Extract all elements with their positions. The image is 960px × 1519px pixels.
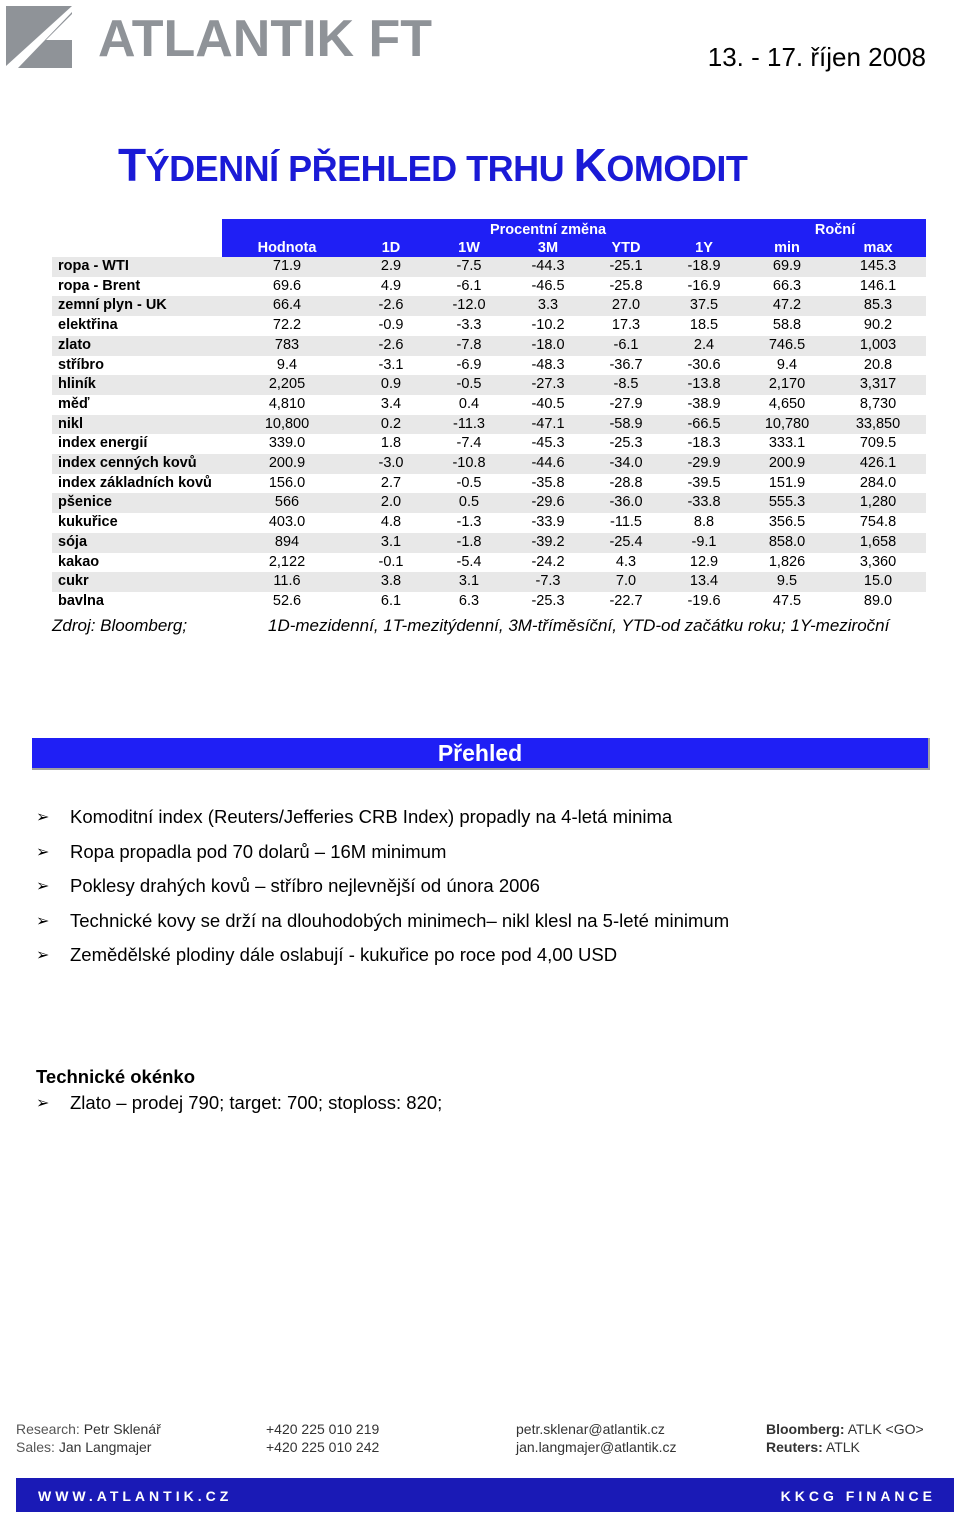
table-cell: 2.0: [352, 493, 430, 513]
table-cell: 58.8: [744, 316, 830, 336]
table-cell: 3.4: [352, 395, 430, 415]
list-item-text: Poklesy drahých kovů – stříbro nejlevnější od února 2006: [70, 875, 540, 897]
table-cell: 71.9: [222, 257, 352, 277]
commodity-name: ropa - Brent: [52, 277, 222, 297]
table-cell: 6.3: [430, 592, 508, 612]
table-cell: -44.3: [508, 257, 588, 277]
technical-title: Technické okénko: [36, 1066, 196, 1087]
commodity-name: nikl: [52, 415, 222, 435]
col-header: YTD: [588, 239, 664, 257]
contact-phone: +420 225 010 242: [266, 1439, 380, 1455]
table-cell: 709.5: [830, 434, 926, 454]
commodity-name: index základních kovů: [52, 474, 222, 494]
table-cell: 10,780: [744, 415, 830, 435]
table-cell: -3.0: [352, 454, 430, 474]
contacts: [16, 1420, 946, 1456]
col-header: 1W: [430, 239, 508, 257]
table-cell: 69.6: [222, 277, 352, 297]
table-cell: 3,360: [830, 553, 926, 573]
table-cell: 1,826: [744, 553, 830, 573]
table-cell: 4.8: [352, 513, 430, 533]
commodity-name: hliník: [52, 375, 222, 395]
table-cell: 13.4: [664, 572, 744, 592]
table-cell: 2.4: [664, 336, 744, 356]
table-cell: -7.8: [430, 336, 508, 356]
contact-row: [16, 1438, 946, 1456]
col-header: 1D: [352, 239, 430, 257]
table-cell: -22.7: [588, 592, 664, 612]
table-cell: 3.1: [430, 572, 508, 592]
table-cell: 10,800: [222, 415, 352, 435]
table-row: [52, 572, 926, 592]
table-cell: -10.8: [430, 454, 508, 474]
commodity-name: bavlna: [52, 592, 222, 612]
table-group-header: [52, 219, 926, 239]
overview-banner: [32, 738, 930, 770]
table-cell: -19.6: [664, 592, 744, 612]
commodities-table: [52, 219, 926, 612]
table-cell: 0.2: [352, 415, 430, 435]
contact-code: ATLK: [825, 1439, 860, 1455]
table-cell: -16.9: [664, 277, 744, 297]
commodity-name: kukuřice: [52, 513, 222, 533]
table-cell: 6.1: [352, 592, 430, 612]
table-cell: 17.3: [588, 316, 664, 336]
table-row: [52, 336, 926, 356]
atlantik-logo: [6, 4, 466, 70]
table-cell: -11.3: [430, 415, 508, 435]
table-cell: 9.5: [744, 572, 830, 592]
arrow-bullet-icon: ➢: [36, 1095, 50, 1113]
list-item-text: Zlato – prodej 790; target: 700; stoploss: 820;: [70, 1092, 443, 1114]
contact-email[interactable]: jan.langmajer@atlantik.cz: [516, 1439, 677, 1455]
table-cell: 3.1: [352, 533, 430, 553]
table-cell: -45.3: [508, 434, 588, 454]
table-row: [52, 454, 926, 474]
table-cell: 2,205: [222, 375, 352, 395]
contact-row: [16, 1420, 946, 1438]
logo-text: ATLANTIK FT: [98, 10, 433, 68]
annual-header: Roční: [744, 219, 926, 239]
table-cell: -34.0: [588, 454, 664, 474]
table-cell: -0.5: [430, 474, 508, 494]
contact-phone: +420 225 010 219: [266, 1421, 380, 1437]
table-cell: 9.4: [744, 356, 830, 376]
contact-code: ATLK <GO>: [847, 1421, 924, 1437]
table-cell: 4.3: [588, 553, 664, 573]
table-cell: 11.6: [222, 572, 352, 592]
table-cell: 566: [222, 493, 352, 513]
table-cell: -39.2: [508, 533, 588, 553]
commodity-name: elektřina: [52, 316, 222, 336]
table-cell: 1.8: [352, 434, 430, 454]
table-cell: -38.9: [664, 395, 744, 415]
footer-company: KKCG FINANCE: [780, 1488, 936, 1504]
list-item-text: Zemědělské plodiny dále oslabují - kukuřice po roce pod 4,00 USD: [70, 944, 618, 966]
contact-name: Petr Sklenář: [83, 1421, 161, 1437]
table-cell: -7.3: [508, 572, 588, 592]
contact-service: Bloomberg:: [766, 1421, 845, 1437]
table-cell: 66.4: [222, 296, 352, 316]
table-cell: 146.1: [830, 277, 926, 297]
table-cell: 333.1: [744, 434, 830, 454]
table-cell: 3,317: [830, 375, 926, 395]
table-cell: 426.1: [830, 454, 926, 474]
table-cell: -25.3: [588, 434, 664, 454]
commodity-name: index energií: [52, 434, 222, 454]
table-cell: -11.5: [588, 513, 664, 533]
table-row: [52, 592, 926, 612]
table-cell: 284.0: [830, 474, 926, 494]
table-legend: 1D-mezidenní, 1T-mezitýdenní, 3M-tříměsíční, YTD-od začátku roku; 1Y-meziroční: [268, 616, 890, 635]
table-cell: -7.4: [430, 434, 508, 454]
table-cell: 89.0: [830, 592, 926, 612]
table-cell: 746.5: [744, 336, 830, 356]
table-cell: -0.1: [352, 553, 430, 573]
commodity-name: cukr: [52, 572, 222, 592]
table-cell: 151.9: [744, 474, 830, 494]
table-cell: 0.5: [430, 493, 508, 513]
table-cell: -2.6: [352, 336, 430, 356]
list-item: [36, 835, 916, 870]
table-cell: 20.8: [830, 356, 926, 376]
col-header: Hodnota: [222, 239, 352, 257]
table-cell: -29.9: [664, 454, 744, 474]
table-row: [52, 277, 926, 297]
table-cell: 1,658: [830, 533, 926, 553]
table-cell: -44.6: [508, 454, 588, 474]
table-cell: 33,850: [830, 415, 926, 435]
overview-title: Přehled: [437, 740, 523, 766]
title-part-1: T: [118, 139, 146, 191]
footer-bar: [16, 1478, 954, 1512]
table-cell: 37.5: [664, 296, 744, 316]
list-item: [36, 938, 916, 973]
table-row: [52, 493, 926, 513]
table-row: [52, 296, 926, 316]
list-item-text: Ropa propadla pod 70 dolarů – 16M minimum: [70, 840, 447, 862]
table-cell: 18.5: [664, 316, 744, 336]
table-cell: -0.9: [352, 316, 430, 336]
table-column-header: [52, 239, 926, 257]
arrow-bullet-icon: ➢: [36, 809, 50, 827]
table-cell: 145.3: [830, 257, 926, 277]
table-row: [52, 356, 926, 376]
contact-email[interactable]: petr.sklenar@atlantik.cz: [516, 1421, 665, 1437]
table-cell: -28.8: [588, 474, 664, 494]
table-cell: -8.5: [588, 375, 664, 395]
table-cell: 2.9: [352, 257, 430, 277]
table-cell: 200.9: [744, 454, 830, 474]
table-cell: 783: [222, 336, 352, 356]
table-row: [52, 553, 926, 573]
table-cell: 0.4: [430, 395, 508, 415]
table-row: [52, 533, 926, 553]
table-row: [52, 474, 926, 494]
contact-name: Jan Langmajer: [58, 1439, 152, 1455]
list-item: [36, 800, 916, 835]
table-cell: 7.0: [588, 572, 664, 592]
table-row: [52, 375, 926, 395]
table-cell: -18.3: [664, 434, 744, 454]
col-header: 3M: [508, 239, 588, 257]
commodity-name: index cenných kovů: [52, 454, 222, 474]
list-item: [36, 904, 916, 939]
table-row: [52, 434, 926, 454]
table-cell: -1.3: [430, 513, 508, 533]
table-cell: 1,280: [830, 493, 926, 513]
table-cell: 339.0: [222, 434, 352, 454]
table-cell: 85.3: [830, 296, 926, 316]
table-row: [52, 415, 926, 435]
table-cell: 2,170: [744, 375, 830, 395]
table-cell: -3.3: [430, 316, 508, 336]
table-cell: -25.4: [588, 533, 664, 553]
table-cell: 15.0: [830, 572, 926, 592]
table-cell: 4.9: [352, 277, 430, 297]
table-cell: -6.1: [430, 277, 508, 297]
table-cell: 9.4: [222, 356, 352, 376]
table-cell: -6.1: [588, 336, 664, 356]
table-cell: -12.0: [430, 296, 508, 316]
table-cell: -47.1: [508, 415, 588, 435]
table-cell: -13.8: [664, 375, 744, 395]
table-row: [52, 316, 926, 336]
table-cell: 90.2: [830, 316, 926, 336]
table-cell: 3.8: [352, 572, 430, 592]
contact-service: Reuters:: [766, 1439, 823, 1455]
table-cell: 8.8: [664, 513, 744, 533]
list-item-text: Komoditní index (Reuters/Jefferies CRB Index) propadly na 4-letá minima: [70, 806, 673, 828]
table-row: [52, 513, 926, 533]
table-cell: 4,810: [222, 395, 352, 415]
table-cell: 72.2: [222, 316, 352, 336]
table-cell: -46.5: [508, 277, 588, 297]
table-cell: 4,650: [744, 395, 830, 415]
list-item: [36, 1086, 916, 1121]
table-row: [52, 395, 926, 415]
title-part-2: ÝDENNÍ PŘEHLED TRHU: [145, 148, 574, 189]
arrow-bullet-icon: ➢: [36, 843, 50, 861]
page-title: [118, 138, 747, 192]
table-cell: -40.5: [508, 395, 588, 415]
table-cell: -1.8: [430, 533, 508, 553]
technical-list: [36, 1086, 916, 1121]
table-source: Zdroj: Bloomberg;: [52, 616, 188, 635]
table-cell: -25.3: [508, 592, 588, 612]
table-cell: 0.9: [352, 375, 430, 395]
table-cell: 156.0: [222, 474, 352, 494]
table-cell: -5.4: [430, 553, 508, 573]
contact-role: Sales:: [16, 1439, 55, 1455]
table-cell: -24.2: [508, 553, 588, 573]
table-cell: -25.1: [588, 257, 664, 277]
arrow-bullet-icon: ➢: [36, 878, 50, 896]
commodity-name: zlato: [52, 336, 222, 356]
footer-website[interactable]: WWW.ATLANTIK.CZ: [38, 1488, 233, 1504]
table-cell: -36.7: [588, 356, 664, 376]
table-cell: -48.3: [508, 356, 588, 376]
table-cell: 52.6: [222, 592, 352, 612]
commodity-name: kakao: [52, 553, 222, 573]
table-cell: -2.6: [352, 296, 430, 316]
table-cell: 403.0: [222, 513, 352, 533]
table-cell: -35.8: [508, 474, 588, 494]
col-header: max: [830, 239, 926, 257]
table-cell: -3.1: [352, 356, 430, 376]
table-cell: 3.3: [508, 296, 588, 316]
table-cell: -18.9: [664, 257, 744, 277]
table-cell: -18.0: [508, 336, 588, 356]
table-cell: 894: [222, 533, 352, 553]
table-cell: 69.9: [744, 257, 830, 277]
table-cell: -33.9: [508, 513, 588, 533]
table-cell: 12.9: [664, 553, 744, 573]
table-cell: 47.2: [744, 296, 830, 316]
table-cell: 66.3: [744, 277, 830, 297]
table-cell: 47.5: [744, 592, 830, 612]
commodity-name: sója: [52, 533, 222, 553]
table-row: [52, 257, 926, 277]
contact-role: Research:: [16, 1421, 80, 1437]
col-header: min: [744, 239, 830, 257]
col-header: 1Y: [664, 239, 744, 257]
list-item: [36, 869, 916, 904]
table-cell: -6.9: [430, 356, 508, 376]
table-cell: 555.3: [744, 493, 830, 513]
table-cell: 356.5: [744, 513, 830, 533]
table-cell: 8,730: [830, 395, 926, 415]
table-cell: -33.8: [664, 493, 744, 513]
table-cell: -30.6: [664, 356, 744, 376]
arrow-bullet-icon: ➢: [36, 912, 50, 930]
table-cell: 858.0: [744, 533, 830, 553]
table-cell: 2.7: [352, 474, 430, 494]
table-cell: -27.3: [508, 375, 588, 395]
commodity-name: zemní plyn - UK: [52, 296, 222, 316]
table-cell: -36.0: [588, 493, 664, 513]
commodity-name: měď: [52, 395, 222, 415]
arrow-bullet-icon: ➢: [36, 947, 50, 965]
list-item-text: Technické kovy se drží na dlouhodobých minimech– nikl klesl na 5-leté minimum: [70, 909, 730, 931]
commodity-name: ropa - WTI: [52, 257, 222, 277]
table-cell: -7.5: [430, 257, 508, 277]
table-cell: -9.1: [664, 533, 744, 553]
table-cell: 200.9: [222, 454, 352, 474]
report-date: 13. - 17. říjen 2008: [707, 42, 926, 72]
table-cell: -29.6: [508, 493, 588, 513]
title-part-3: K: [573, 139, 607, 191]
table-cell: 1,003: [830, 336, 926, 356]
table-cell: 754.8: [830, 513, 926, 533]
commodity-name: pšenice: [52, 493, 222, 513]
table-cell: -10.2: [508, 316, 588, 336]
table-cell: -25.8: [588, 277, 664, 297]
table-cell: 2,122: [222, 553, 352, 573]
commodity-name: stříbro: [52, 356, 222, 376]
pct-change-header: Procentní změna: [352, 219, 744, 239]
overview-list: [36, 800, 916, 973]
title-part-4: OMODIT: [606, 148, 748, 189]
table-cell: -58.9: [588, 415, 664, 435]
table-cell: 27.0: [588, 296, 664, 316]
table-cell: -27.9: [588, 395, 664, 415]
table-cell: -66.5: [664, 415, 744, 435]
table-cell: -0.5: [430, 375, 508, 395]
table-cell: -39.5: [664, 474, 744, 494]
